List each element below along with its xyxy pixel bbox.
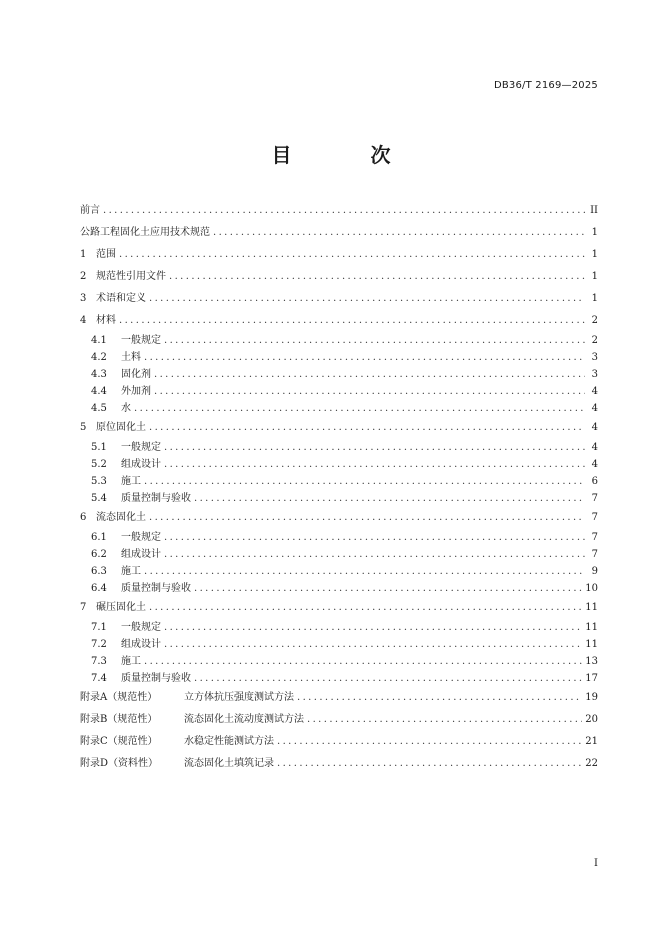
toc-dot-leader — [164, 529, 585, 546]
toc-entry-label: 质量控制与验收 — [121, 583, 191, 594]
toc-entry-label: 一般规定 — [121, 442, 161, 453]
toc-entry-label: 固化剂 — [121, 369, 151, 380]
toc-entry[interactable] — [80, 417, 598, 439]
toc-entry[interactable] — [80, 619, 598, 636]
toc-entry-label: 前言 — [80, 205, 100, 216]
toc-entry[interactable] — [80, 636, 598, 653]
toc-entry-label: 施工 — [121, 476, 141, 487]
toc-entry-number: 7.3 — [91, 656, 107, 667]
toc-dot-leader — [194, 580, 582, 597]
toc-dot-leader — [119, 244, 585, 266]
toc-dot-leader — [194, 490, 585, 507]
toc-entry[interactable] — [80, 244, 598, 266]
toc-entry[interactable] — [80, 266, 598, 288]
toc-entry[interactable] — [80, 222, 598, 244]
toc-entry[interactable] — [80, 439, 598, 456]
toc-dot-leader — [297, 687, 582, 709]
toc-entry-number: 6.1 — [91, 532, 107, 543]
toc-entry-number: 4.2 — [91, 352, 107, 363]
toc-entry-number: 4.3 — [91, 369, 107, 380]
toc-entry-page: 13 — [585, 656, 598, 667]
toc-entry-number: 6 — [80, 512, 87, 523]
toc-dot-leader — [103, 200, 585, 222]
toc-entry-page: 11 — [585, 622, 598, 633]
toc-entry-label: 材料 — [96, 315, 116, 326]
toc-dot-leader — [149, 288, 585, 310]
toc-entry-page: 22 — [585, 758, 598, 769]
toc-entry[interactable] — [80, 490, 598, 507]
toc-dot-leader — [277, 753, 582, 775]
toc-entry-label: 水稳定性能测试方法 — [184, 736, 274, 747]
toc-entry-number: 3 — [80, 293, 87, 304]
toc-dot-leader — [164, 619, 582, 636]
toc-dot-leader — [149, 597, 582, 619]
toc-entry[interactable] — [80, 507, 598, 529]
toc-entry-page: 10 — [585, 583, 598, 594]
toc-entry-number: 2 — [80, 271, 87, 282]
toc-entry-label: 组成设计 — [121, 459, 161, 470]
toc-entry-page: 4 — [591, 422, 598, 433]
toc-entry-label: 术语和定义 — [96, 293, 146, 304]
toc-dot-leader — [164, 439, 585, 456]
toc-dot-leader — [194, 670, 582, 687]
toc-entry-number: 5.4 — [91, 493, 107, 504]
toc-entry-page: 2 — [591, 335, 598, 346]
page-title: 目 次 — [271, 143, 427, 167]
toc-entry-number: 5 — [80, 422, 87, 433]
toc-entry-label: 施工 — [121, 566, 141, 577]
toc-entry[interactable] — [80, 456, 598, 473]
toc-entry-label: 水 — [121, 403, 131, 414]
standard-code: DB36/T 2169—2025 — [493, 80, 598, 91]
toc-entry-label: 范围 — [96, 249, 116, 260]
toc-entry-label: 流态固化土流动度测试方法 — [184, 714, 304, 725]
toc-entry[interactable] — [80, 473, 598, 490]
toc-entry[interactable] — [80, 200, 598, 222]
toc-entry-page: 4 — [591, 403, 598, 414]
toc-entry[interactable] — [80, 366, 598, 383]
toc-entry[interactable] — [80, 400, 598, 417]
toc-entry-number: 5.1 — [91, 442, 107, 453]
toc-entry-number: 4 — [80, 315, 87, 326]
toc-entry-number: 7.4 — [91, 673, 107, 684]
toc-entry[interactable] — [80, 310, 598, 332]
toc-entry-page: 11 — [585, 602, 598, 613]
toc-entry-number: 6.2 — [91, 549, 107, 560]
toc-entry-label: 原位固化土 — [96, 422, 146, 433]
toc-entry[interactable] — [80, 687, 598, 709]
toc-entry-number: 附录C（规范性） — [80, 736, 158, 747]
toc-entry-page: 2 — [591, 315, 598, 326]
footer-page-number: I — [594, 858, 598, 869]
toc-entry-page: 7 — [591, 512, 598, 523]
toc-entry-label: 组成设计 — [121, 549, 161, 560]
toc-dot-leader — [144, 349, 585, 366]
toc-entry-page: 4 — [591, 442, 598, 453]
toc-entry-number: 1 — [80, 249, 87, 260]
toc-dot-leader — [144, 473, 585, 490]
toc-entry[interactable] — [80, 653, 598, 670]
toc-entry-page: 4 — [591, 386, 598, 397]
toc-entry-label: 一般规定 — [121, 622, 161, 633]
toc-entry-label: 质量控制与验收 — [121, 673, 191, 684]
toc-dot-leader — [307, 709, 582, 731]
toc-entry-label: 土料 — [121, 352, 141, 363]
toc-entry[interactable] — [80, 731, 598, 753]
toc-entry-number: 5.2 — [91, 459, 107, 470]
toc-entry-page: 3 — [591, 369, 598, 380]
toc-entry-number: 4.4 — [91, 386, 107, 397]
toc-entry-number: 4.1 — [91, 335, 107, 346]
toc-entry[interactable] — [80, 529, 598, 546]
toc-entry-page: 1 — [591, 293, 598, 304]
toc-entry-label: 施工 — [121, 656, 141, 667]
toc-entry-page: 7 — [591, 532, 598, 543]
toc-dot-leader — [154, 383, 585, 400]
toc-entry[interactable] — [80, 332, 598, 349]
toc-entry-label: 外加剂 — [121, 386, 151, 397]
toc-entry-label: 规范性引用文件 — [96, 271, 166, 282]
toc-entry-number: 5.3 — [91, 476, 107, 487]
toc-dot-leader — [154, 366, 585, 383]
toc-entry-number: 附录B（规范性） — [80, 714, 158, 725]
toc-entry-label: 一般规定 — [121, 532, 161, 543]
toc-entry-label: 一般规定 — [121, 335, 161, 346]
toc-entry[interactable] — [80, 349, 598, 366]
toc-dot-leader — [169, 266, 585, 288]
toc-dot-leader — [164, 546, 585, 563]
toc-dot-leader — [164, 636, 582, 653]
toc-entry-number: 附录A（规范性） — [80, 692, 158, 703]
toc-entry[interactable] — [80, 597, 598, 619]
toc-entry-label: 立方体抗压强度测试方法 — [184, 692, 294, 703]
toc-entry-page: 1 — [591, 249, 598, 260]
toc-entry[interactable] — [80, 288, 598, 310]
toc-entry-label: 质量控制与验收 — [121, 493, 191, 504]
toc-dot-leader — [144, 653, 582, 670]
toc-dot-leader — [149, 507, 585, 529]
toc-entry[interactable] — [80, 546, 598, 563]
toc-dot-leader — [164, 456, 585, 473]
toc-dot-leader — [149, 417, 585, 439]
toc-entry-number: 7.2 — [91, 639, 107, 650]
toc-dot-leader — [134, 400, 585, 417]
toc-entry-page: 9 — [591, 566, 598, 577]
toc-entry[interactable] — [80, 753, 598, 775]
toc-dot-leader — [164, 332, 585, 349]
toc-entry[interactable] — [80, 580, 598, 597]
table-of-contents — [80, 200, 598, 775]
toc-entry[interactable] — [80, 709, 598, 731]
toc-entry-page: 21 — [585, 736, 598, 747]
toc-entry-page: II — [590, 205, 598, 216]
toc-entry-page: 1 — [591, 227, 598, 238]
toc-dot-leader — [119, 310, 585, 332]
toc-entry-page: 20 — [585, 714, 598, 725]
toc-entry[interactable] — [80, 670, 598, 687]
toc-entry-page: 3 — [591, 352, 598, 363]
toc-dot-leader — [277, 731, 582, 753]
toc-dot-leader — [213, 222, 585, 244]
toc-entry-number: 7.1 — [91, 622, 107, 633]
toc-entry-page: 7 — [591, 493, 598, 504]
toc-entry-page: 4 — [591, 459, 598, 470]
toc-entry-page: 7 — [591, 549, 598, 560]
toc-entry-page: 6 — [591, 476, 598, 487]
toc-entry[interactable] — [80, 563, 598, 580]
toc-entry-page: 1 — [591, 271, 598, 282]
toc-entry-label: 碾压固化土 — [96, 602, 146, 613]
toc-entry-number: 7 — [80, 602, 87, 613]
toc-entry-label: 流态固化土填筑记录 — [184, 758, 274, 769]
toc-entry[interactable] — [80, 383, 598, 400]
toc-entry-number: 6.3 — [91, 566, 107, 577]
toc-entry-page: 19 — [585, 692, 598, 703]
toc-entry-label: 组成设计 — [121, 639, 161, 650]
toc-entry-page: 11 — [585, 639, 598, 650]
toc-entry-number: 4.5 — [91, 403, 107, 414]
toc-dot-leader — [144, 563, 585, 580]
toc-entry-label: 流态固化土 — [96, 512, 146, 523]
toc-entry-number: 附录D（资料性） — [80, 758, 159, 769]
toc-entry-number: 6.4 — [91, 583, 107, 594]
toc-entry-page: 17 — [585, 673, 598, 684]
toc-entry-label: 公路工程固化土应用技术规范 — [80, 227, 210, 238]
